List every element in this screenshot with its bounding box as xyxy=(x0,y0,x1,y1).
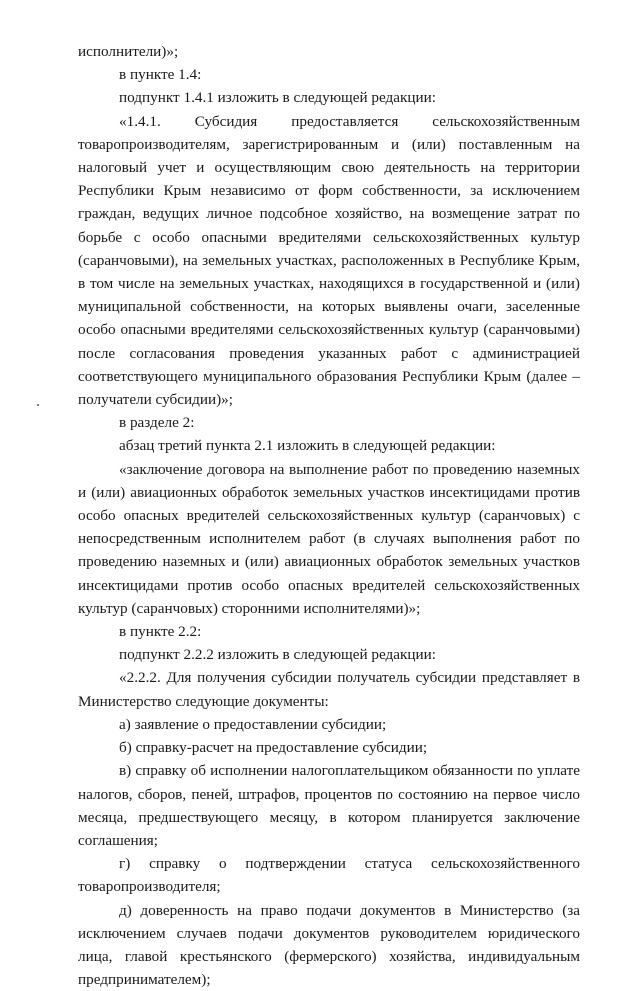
paragraph-point-1-4: в пункте 1.4: xyxy=(119,66,202,84)
paragraph-subpoint-2-2-2-text: «2.2.2. Для получения субсидии получатель субсидии представляет в Министерство следующие документы: xyxy=(78,669,580,710)
paragraph-section-2: в разделе 2: xyxy=(119,414,195,432)
paragraph-point-2-2: в пункте 2.2: xyxy=(119,623,202,641)
list-item-a: а) заявление о предоставлении субсидии; xyxy=(119,715,387,733)
list-item-d: д) доверенность на право подачи документов в Министерство (за исключением случаев подачи документов руководителем юридического лица, главой крестьянского (фермерского) хозяйства, индивидуальным предпринимателем); xyxy=(78,901,580,989)
paragraph-continuation: исполнители)»; xyxy=(78,43,179,60)
document-page xyxy=(78,40,580,991)
paragraph-point-2-1-text: «заключение договора на выполнение работ по проведению наземных и (или) авиационных обработок земельных участков инсектицидами против особо опасных вредителей сельскохозяйственных культур (саранчовых) с непосредственным исполнителем работ (в случаях выполнения работ по проведению наземных и (или) авиационных обработок земельных участков инсектицидами против особо опасных вредителей сельскохозяйственных культур (саранчовых) сторонними исполнителями)»; xyxy=(78,460,580,617)
paragraph-subpoint-1-4-1-intro: подпункт 1.4.1 изложить в следующей редакции: xyxy=(119,89,436,107)
paragraph-subpoint-2-2-2-intro: подпункт 2.2.2 изложить в следующей редакции: xyxy=(119,646,436,664)
paragraph-subpoint-1-4-1-text: «1.4.1. Субсидия предоставляется сельскохозяйственным товаропроизводителям, зарегистрированным и (или) поставленным на налоговый учет и осуществляющим свою деятельность на территории Республики Крым независимо от форм собственности, за исключением граждан, ведущих личное подсобное хозяйство, на возмещение затрат по борьбе с особо опасными вредителями сельскохозяйственных культур (саранчовыми), на земельных участках, расположенных в Республике Крым, в том числе на земельных участках, находящихся в государственной и (или) муниципальной собственности, на которых выявлены очаги, заселенные особо опасными вредителями сельскохозяйственных культур (саранчовыми) после согласования проведения указанных работ с администрацией соответствующего муниципального образования Республики Крым (далее – получатели субсидии)»; xyxy=(78,112,580,409)
scan-dot xyxy=(37,404,39,406)
paragraph-point-2-1-intro: абзац третий пункта 2.1 изложить в следующей редакции: xyxy=(119,437,496,455)
list-item-b: б) справку-расчет на предоставление субсидии; xyxy=(119,739,428,757)
list-item-v: в) справку об исполнении налогоплательщиком обязанности по уплате налогов, сборов, пеней, штрафов, процентов по состоянию на первое число месяца, предшествующего месяцу, в котором планируется заключение соглашения; xyxy=(78,762,580,849)
list-item-g: г) справку о подтверждении статуса сельскохозяйственного товаропроизводителя; xyxy=(78,855,580,896)
